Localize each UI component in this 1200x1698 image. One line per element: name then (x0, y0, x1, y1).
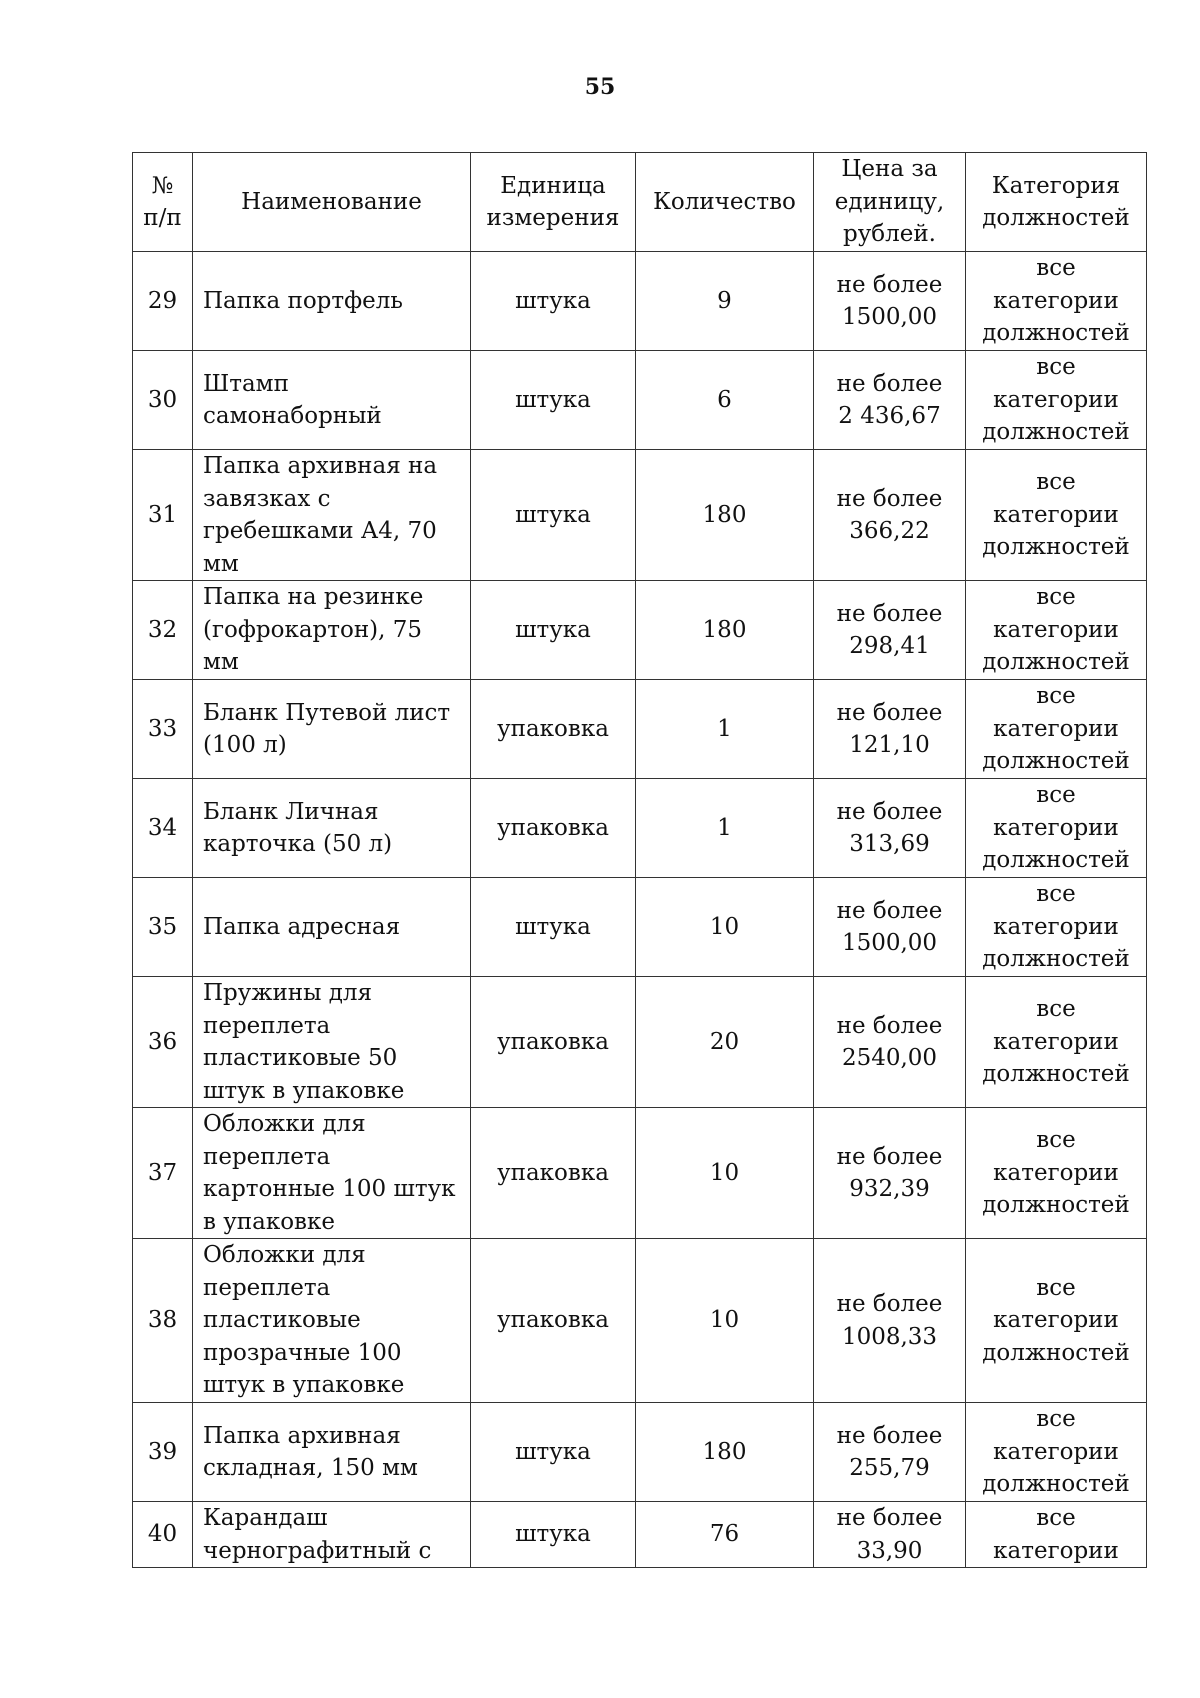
row-price: не более 1500,00 (814, 878, 966, 977)
row-name: Штамп самонаборный (193, 351, 471, 450)
row-unit: упаковка (471, 779, 636, 878)
row-name: Папка адресная (193, 878, 471, 977)
row-qty: 180 (636, 581, 814, 680)
row-unit: упаковка (471, 977, 636, 1108)
row-category: все категории должностей (966, 779, 1147, 878)
row-unit: штука (471, 581, 636, 680)
row-num: 38 (133, 1239, 193, 1403)
row-category: все категории (966, 1502, 1147, 1568)
row-qty: 76 (636, 1502, 814, 1568)
table-row (133, 779, 1147, 878)
page-number: 55 (584, 74, 616, 100)
row-name: Бланк Личная карточка (50 л) (193, 779, 471, 878)
row-num: 37 (133, 1108, 193, 1239)
row-category: все категории должностей (966, 581, 1147, 680)
row-num: 32 (133, 581, 193, 680)
row-unit: упаковка (471, 1108, 636, 1239)
row-price: не более 366,22 (814, 450, 966, 581)
row-unit: штука (471, 1502, 636, 1568)
items-table (132, 152, 1147, 1568)
table-row (133, 252, 1147, 351)
row-price: не более 932,39 (814, 1108, 966, 1239)
row-price: не более 313,69 (814, 779, 966, 878)
row-num: 29 (133, 252, 193, 351)
row-category: все категории должностей (966, 1403, 1147, 1502)
row-category: все категории должностей (966, 450, 1147, 581)
row-num: 34 (133, 779, 193, 878)
row-name: Папка портфель (193, 252, 471, 351)
header-price: Цена за единицу, рублей. (814, 153, 966, 252)
table-row (133, 1403, 1147, 1502)
row-unit: упаковка (471, 1239, 636, 1403)
table-row (133, 450, 1147, 581)
row-num: 35 (133, 878, 193, 977)
row-qty: 180 (636, 450, 814, 581)
table-row (133, 1239, 1147, 1403)
table-row (133, 878, 1147, 977)
table-row (133, 1502, 1147, 1568)
row-category: все категории должностей (966, 878, 1147, 977)
row-category: все категории должностей (966, 1239, 1147, 1403)
row-name: Карандаш чернографитный с (193, 1502, 471, 1568)
header-name: Наименование (193, 153, 471, 252)
row-category: все категории должностей (966, 977, 1147, 1108)
row-name: Обложки для переплета пластиковые прозрачные 100 штук в упаковке (193, 1239, 471, 1403)
row-price: не более 1008,33 (814, 1239, 966, 1403)
row-price: не более 255,79 (814, 1403, 966, 1502)
row-price: не более 33,90 (814, 1502, 966, 1568)
row-unit: штука (471, 351, 636, 450)
row-qty: 1 (636, 680, 814, 779)
header-unit: Единица измерения (471, 153, 636, 252)
row-qty: 6 (636, 351, 814, 450)
row-num: 31 (133, 450, 193, 581)
row-num: 36 (133, 977, 193, 1108)
row-name: Папка архивная складная, 150 мм (193, 1403, 471, 1502)
table-row (133, 1108, 1147, 1239)
row-name: Папка архивная на завязках с гребешками А4, 70 мм (193, 450, 471, 581)
row-num: 39 (133, 1403, 193, 1502)
row-price: не более 298,41 (814, 581, 966, 680)
table-row (133, 351, 1147, 450)
row-unit: штука (471, 1403, 636, 1502)
header-qty: Количество (636, 153, 814, 252)
row-price: не более 2540,00 (814, 977, 966, 1108)
row-qty: 10 (636, 1108, 814, 1239)
row-unit: упаковка (471, 680, 636, 779)
row-qty: 20 (636, 977, 814, 1108)
row-category: все категории должностей (966, 252, 1147, 351)
row-name: Пружины для переплета пластиковые 50 штук в упаковке (193, 977, 471, 1108)
row-name: Бланк Путевой лист (100 л) (193, 680, 471, 779)
row-unit: штука (471, 252, 636, 351)
row-qty: 1 (636, 779, 814, 878)
row-category: все категории должностей (966, 1108, 1147, 1239)
row-qty: 180 (636, 1403, 814, 1502)
row-category: все категории должностей (966, 351, 1147, 450)
row-unit: штука (471, 878, 636, 977)
row-num: 40 (133, 1502, 193, 1568)
row-price: не более 121,10 (814, 680, 966, 779)
table-header-row (133, 153, 1147, 252)
row-name: Обложки для переплета картонные 100 штук в упаковке (193, 1108, 471, 1239)
row-category: все категории должностей (966, 680, 1147, 779)
row-qty: 10 (636, 878, 814, 977)
row-name: Папка на резинке (гофрокартон), 75 мм (193, 581, 471, 680)
row-price: не более 1500,00 (814, 252, 966, 351)
row-unit: штука (471, 450, 636, 581)
row-num: 30 (133, 351, 193, 450)
row-num: 33 (133, 680, 193, 779)
table-row (133, 977, 1147, 1108)
row-price: не более 2 436,67 (814, 351, 966, 450)
row-qty: 9 (636, 252, 814, 351)
header-category: Категория должностей (966, 153, 1147, 252)
table-row (133, 680, 1147, 779)
table-row (133, 581, 1147, 680)
header-num: № п/п (133, 153, 193, 252)
row-qty: 10 (636, 1239, 814, 1403)
